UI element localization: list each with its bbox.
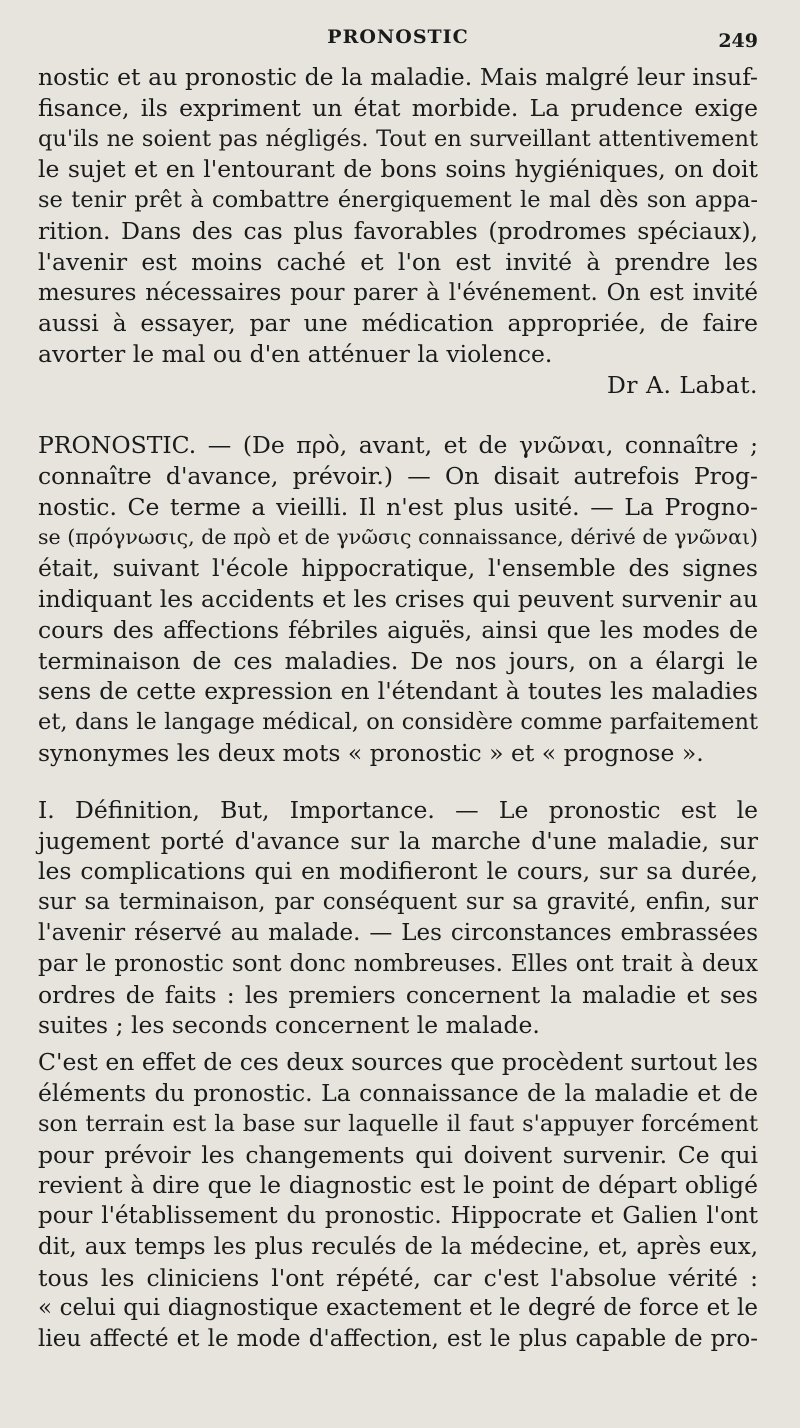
text-line: synonymes les deux mots « pronostic » et « prognose ». <box>38 738 704 767</box>
text-line: aussi à essayer, par une médication appropriée, de faire <box>38 309 758 338</box>
text-line: pour l'établissement du pronostic. Hippocrate et Galien l'ont <box>38 1203 758 1230</box>
text-line: ordres de faits : les premiers concernent la maladie et ses <box>38 980 758 1009</box>
text-line: dit, aux temps les plus reculés de la médecine, et, après eux, <box>38 1233 758 1260</box>
text-line: le sujet et en l'entourant de bons soins hygiéniques, on doit <box>38 155 758 184</box>
paragraph-continuation <box>38 62 758 404</box>
running-head <box>38 26 758 62</box>
text-line: qu'ils ne soient pas négligés. Tout en surveillant attentivement <box>38 125 758 152</box>
text-line: jugement porté d'avance sur la marche d'une maladie, sur <box>38 826 758 855</box>
text-line: terminaison de ces maladies. De nos jours, on a élargi le <box>38 646 758 675</box>
text-line: par le pronostic sont donc nombreuses. Elles ont trait à deux <box>38 950 758 977</box>
text-line: pour prévoir les changements qui doivent survenir. Ce qui <box>38 1140 758 1169</box>
text-line: cours des affections fébriles aiguës, ainsi que les modes de <box>38 615 758 644</box>
text-line: et, dans le langage médical, on considère comme parfaitement <box>38 709 758 736</box>
text-line: connaître d'avance, prévoir.) — On disait autrefois Prog- <box>38 461 758 490</box>
text-line: se (πρόγνωσις, de πρὸ et de γνῶσις connaissance, dérivé de γνῶναι) <box>38 525 758 550</box>
text-line: l'avenir réservé au malade. — Les circonstances embrassées <box>38 919 758 946</box>
text-line: les complications qui en modifieront le cours, sur sa durée, <box>38 857 758 886</box>
text-line: son terrain est la base sur laquelle il faut s'appuyer forcément <box>38 1110 758 1137</box>
text-line: suites ; les seconds concernent le malade. <box>38 1011 540 1040</box>
text-line: sur sa terminaison, par conséquent sur sa gravité, enfin, sur <box>38 889 758 916</box>
text-line: nostic. Ce terme a vieilli. Il n'est plus usité. — La Progno- <box>38 492 758 521</box>
entry-heading-line: PRONOSTIC. — (De πρὸ, avant, et de γνῶναι, connaître ; <box>38 430 758 459</box>
section-heading-line: I. Définition, But, Importance. — Le pronostic est le <box>38 795 758 824</box>
text-line: fisance, ils expriment un état morbide. La prudence exige <box>38 93 758 122</box>
text-line: mesures nécessaires pour parer à l'événement. On est invité <box>38 279 758 306</box>
text-line: rition. Dans des cas plus favorables (prodromes spéciaux), <box>38 216 758 245</box>
text-line: nostic et au pronostic de la maladie. Mais malgré leur insuf- <box>38 63 758 91</box>
text-line: revient à dire que le diagnostic est le point de départ obligé <box>38 1171 758 1200</box>
text-line: « celui qui diagnostique exactement et le degré de force et le <box>38 1295 758 1322</box>
text-line: C'est en effet de ces deux sources que procèdent surtout les <box>38 1048 758 1077</box>
text-line: lieu affecté et le mode d'affection, est le plus capable de pro- <box>38 1326 758 1353</box>
text-line: l'avenir est moins caché et l'on est invité à prendre les <box>38 247 758 276</box>
spacer <box>38 769 758 795</box>
text-line: sens de cette expression en l'étendant à toutes les maladies <box>38 677 758 706</box>
author-signature: Dr A. Labat. <box>606 370 758 399</box>
paragraph-sources <box>38 1047 758 1355</box>
text-line: éléments du pronostic. La connaissance de la maladie et de <box>38 1078 758 1107</box>
text-line: était, suivant l'école hippocratique, l'ensemble des signes <box>38 554 758 583</box>
dictionary-entry <box>38 430 758 769</box>
page-number: 249 <box>718 30 758 52</box>
text-line: tous les cliniciens l'ont répété, car c'est l'absolue vérité : <box>38 1263 758 1292</box>
text-line: avorter le mal ou d'en atténuer la violence. <box>38 340 553 369</box>
text-line: indiquant les accidents et les crises qui peuvent survenir au <box>38 584 758 613</box>
spacer <box>38 404 758 430</box>
text-line: se tenir prêt à combattre énergiquement le mal dès son appa- <box>38 187 758 214</box>
section-definition <box>38 795 758 1041</box>
running-title: PRONOSTIC <box>327 26 469 48</box>
